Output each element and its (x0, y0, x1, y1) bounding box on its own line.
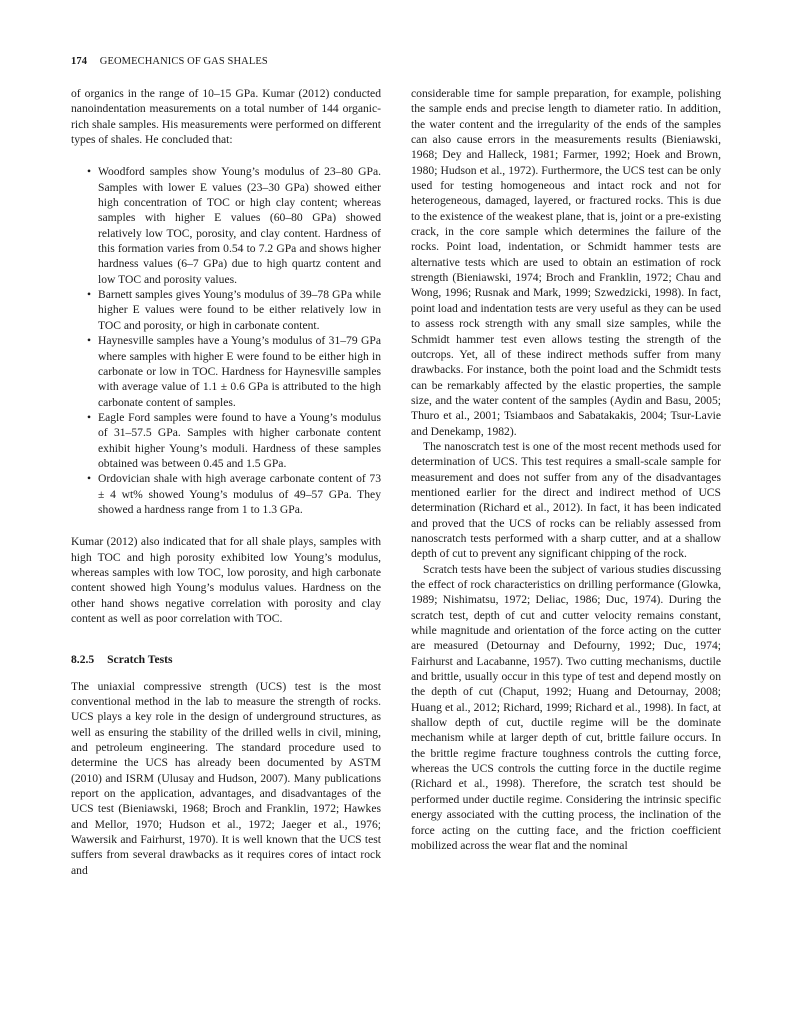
bullet-icon: • (87, 165, 92, 179)
body-paragraph-2: The nanoscratch test is one of the most recent methods used for determination of UCS. This test requires a small-scale sample for measurement and does not suffer from any of the disadvantages mentioned earlier for the direct and indirect method of UCS determination (Richard et al., 2012). In fact, it has been indicated and proved that the UCS of rocks can be reliably assessed from nanoscratch tests performed with a sharp cutter, and at a shallow depth of cut to prevent any significant chipping of the rock. (411, 439, 721, 561)
left-column (71, 86, 381, 878)
summary-paragraph: Kumar (2012) also indicated that for all shale plays, samples with high TOC and high porosity exhibited low Young’s modulus, whereas samples with low TOC, low porosity, and high carbonate content showed high Young’s modulus values. Hardness on the other hand shows negative correlation with porosity and clay content as well as poor correlation with TOC. (71, 535, 381, 625)
section-paragraph: The uniaxial compressive strength (UCS) test is the most conventional method in the lab to measure the strength of rocks. UCS plays a key role in the design of underground structures, as well as ensuring the stability of the drilled wells in civil, mining, and petroleum engineering. The standard procedure used to determine the UCS has already been documented by ASTM (2010) and ISRM (Ulusay and Hudson, 2007). Many publications report on the application, advantages, and disadvantages of the UCS test (Bieniawski, 1968; Broch and Franklin, 1972; Hawkes and Mellor, 1970; Hudson et al., 1972; Jaeger et al., 1976; Wawersik and Fairhurst, 1970). It is well known that the UCS test suffers from several drawbacks as it requires cores of intact rock and (71, 679, 381, 877)
list-item (71, 410, 381, 471)
list-item (71, 164, 381, 287)
findings-list (71, 164, 381, 517)
section-heading (71, 652, 381, 667)
intro-paragraph: of organics in the range of 10–15 GPa. Kumar (2012) conducted nanoindentation measurements on a total number of 144 organic-rich shale samples. His measurements were performed on different types of shales. He concluded that: (71, 87, 381, 147)
section-title: Scratch Tests (107, 653, 173, 667)
list-item (71, 287, 381, 333)
bullet-icon: • (87, 334, 92, 348)
running-header (71, 56, 721, 70)
list-item-text: Woodford samples show Young’s modulus of 23–80 GPa. Samples with lower E values (23–30 GPa) showed either high concentration of TOC or high clay content; whereas samples with higher E values (60–80 GPa) showed relatively low TOC, porosity, and clay content. Hardness of this formation varies from 0.54 to 7.2 GPa and shows higher hardness values (6–7 GPa) due to high quartz content and low TOC and porosity values. (98, 165, 381, 286)
body-paragraph-3: Scratch tests have been the subject of various studies discussing the effect of rock characteristics on drilling performance (Glowka, 1989; Nishimatsu, 1972; Deliac, 1986; Duc, 1974). During the scratch test, depth of cut and cutter velocity remains constant, while magnitude and orientation of the force acting on the cutter are measured (Detournay and Defourny, 1992; Duc, 1974; Fairhurst and Lacabanne, 1957). Two cutting mechanisms, ductile and brittle, usually occur in this type of test and depend mostly on the depth of cut (Chaput, 1992; Huang and Detournay, 2008; Huang et al., 2012; Richard, 1999; Richard et al., 1998). In fact, at shallow depth of cut, ductile regime will be the dominate mechanism while at larger depth of cut, brittle failure occurs. In the brittle regime fracture toughness controls the cutting force, whereas the UCS controls the cutting force in the ductile regime (Richard et al., 1998). Therefore, the scratch test should be performed under ductile regime. Considering the intrinsic specific energy associated with the cutting process, the inclination of the force acting on the cutting face, and the friction coefficient mobilized across the wear flat and the nominal (411, 562, 721, 852)
page-number: 174 (71, 56, 88, 67)
list-item-text: Ordovician shale with high average carbonate content of 73 ± 4 wt% showed Young’s modulus of 49–57 GPa. They showed a hardness range from 1 to 1.3 GPa. (98, 472, 381, 516)
list-item (71, 471, 381, 517)
section-number: 8.2.5 (71, 653, 95, 667)
bullet-icon: • (87, 472, 92, 486)
body-paragraph-1: considerable time for sample preparation, for example, polishing the sample ends and precise length to diameter ratio. In addition, the water content and the irregularity of the ends of the samples can also cause errors in the measurements results (Bieniawski, 1968; Dey and Halleck, 1981; Farmer, 1992; Hoek and Brown, 1980; Hudson et al., 1972). Furthermore, the UCS test can be only used for testing homogeneous and intact rock and not for heterogeneous, damaged, layered, or fractured rocks. This is due to the existence of the weakest plane, that is, joint or a pre-existing crack, in the core sample which determines the failure of the rocks. Point load, indentation, or Schmidt hammer tests are alternative tests which are used to obtain an estimation of rock strength (Bieniawski, 1974; Broch and Franklin, 1972; Chau and Wong, 1996; Rusnak and Mark, 1999; Szwedzicki, 1998). In fact, point load and indentation tests are very useful as they can be used to assess rock strength with any small size samples, while the Schmidt hammer test even allows testing the strength of the outcrops. Yet, all of these indirect methods suffer from many drawbacks. For instance, both the point load and the Schmidt tests can be remarkably affected by the elastic properties, the sample size, and the water content of the samples (Aydin and Basu, 2005; Thuro et al., 2001; Tsiambaos and Sabatakakis, 2004; Tsur-Lavie and Denekamp, 1982). (411, 87, 721, 438)
list-item-text: Eagle Ford samples were found to have a Young’s modulus of 31–57.5 GPa. Samples with higher carbonate content exhibit higher Young’s moduli. Hardness of these samples obtained was between 0.45 and 1.5 GPa. (98, 410, 381, 470)
right-column (411, 86, 721, 853)
list-item-text: Haynesville samples have a Young’s modulus of 31–79 GPa where samples with higher E were found to be either high in carbonate or low in TOC. Hardness for Haynesville samples with average value of 1.1 ± 0.6 GPa is attributed to the high carbonate content of samples. (98, 334, 381, 409)
list-item (71, 333, 381, 410)
list-item-text: Barnett samples gives Young’s modulus of 39–78 GPa while higher E values were found to be either relatively low in TOC and porosity, or high in carbonate content. (98, 288, 381, 332)
running-title: GEOMECHANICS OF GAS SHALES (99, 56, 268, 67)
bullet-icon: • (87, 410, 92, 424)
bullet-icon: • (87, 288, 92, 302)
